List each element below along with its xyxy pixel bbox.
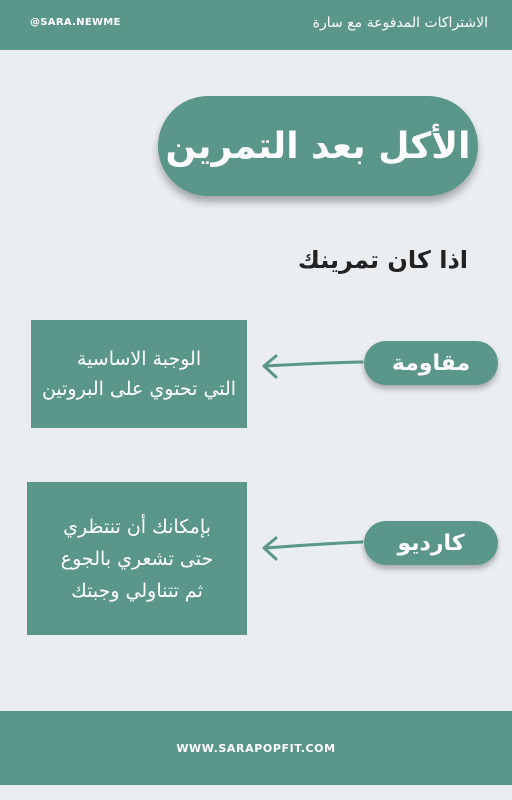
description-line: ثم تتناولي وجبتك (71, 579, 203, 602)
subtitle: اذا كان تمرينك (297, 246, 468, 274)
header-title: الاشتراكات المدفوعة مع سارة (312, 15, 488, 31)
label-resistance: مقاومة (391, 350, 471, 376)
label-pill-cardio (364, 521, 498, 565)
description-line: الوجبة الاساسية (76, 348, 202, 370)
page-title: الأكل بعد التمرين (165, 125, 471, 167)
footer-bar (0, 711, 512, 785)
top-bar (0, 0, 512, 50)
description-box-cardio (27, 482, 247, 635)
arrow-left-icon (258, 528, 366, 562)
description-line: حتى تشعري بالجوع (60, 547, 214, 570)
arrow-left-icon (258, 350, 366, 384)
label-pill-resistance (364, 341, 498, 385)
website-link[interactable]: WWW.SARAPOPFIT.COM (176, 741, 336, 755)
description-box-resistance (31, 320, 247, 428)
page-title-pill (158, 96, 478, 196)
description-line: التي تحتوي على البروتين (41, 378, 237, 400)
social-handle: @SARA.NEWME (30, 17, 121, 28)
description-line: بإمكانك أن تنتظري (63, 515, 211, 538)
label-cardio: كارديو (397, 530, 465, 556)
